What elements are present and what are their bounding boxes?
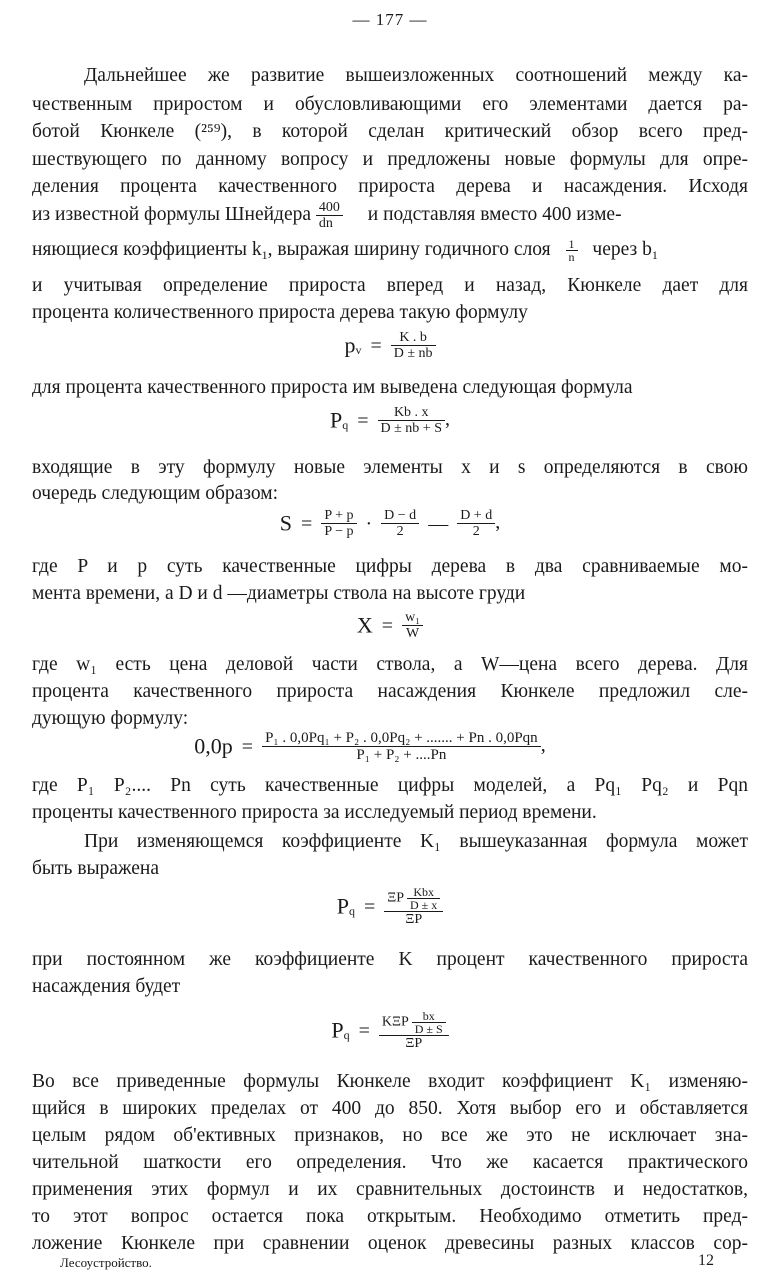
equals-sign: = bbox=[357, 409, 369, 432]
subscript: 1 bbox=[651, 248, 658, 262]
text-line: ботой Кюнкеле (²⁵⁹), в которой сделан критический обзор всего пред- bbox=[32, 121, 748, 142]
text-line: При изменяющемся коэффициенте K₁ вышеуказанная формула может bbox=[84, 831, 748, 852]
fraction-denominator: D ± nb bbox=[391, 345, 436, 361]
formula-tail: , bbox=[445, 408, 450, 431]
nested-fraction bbox=[407, 886, 440, 911]
subscript: v bbox=[355, 343, 362, 358]
fraction-numerator: 1 bbox=[568, 237, 575, 252]
page-number-header: — 177 — bbox=[352, 10, 428, 29]
formula-pq-constant bbox=[0, 1010, 780, 1051]
fraction-denominator: 2 bbox=[457, 523, 495, 539]
fraction-denominator: W bbox=[402, 625, 423, 641]
formula-lhs: S bbox=[279, 510, 293, 536]
fraction-numerator: P + p bbox=[324, 508, 354, 523]
formula-s bbox=[0, 508, 780, 539]
formula-stand-percent bbox=[0, 730, 760, 763]
formula-lhs: 0,0p bbox=[194, 733, 233, 759]
text-line: процента количественного прироста дерева такую формулу bbox=[32, 302, 528, 323]
inline-fraction bbox=[566, 238, 578, 263]
formula-fraction bbox=[262, 730, 541, 763]
fraction-numerator: Kb . x bbox=[393, 405, 429, 420]
fraction-numerator: D − d bbox=[384, 508, 417, 523]
text-line: деления процента качественного прироста дерева и насаждения. Исходя bbox=[32, 176, 748, 197]
numerator-factor: KΞP bbox=[381, 1014, 409, 1030]
fraction-denominator: D ± x bbox=[407, 898, 440, 911]
text-line: то этот вопрос остается пока открытым. Необходимо отметить пред- bbox=[32, 1206, 748, 1227]
fraction-numerator: P₁ . 0,0Pq₁ + P₂ . 0,0Pq₂ + ....... + Pn . 0,0Pqn bbox=[265, 730, 538, 746]
fraction-denominator: n bbox=[566, 250, 578, 263]
minus-sign: — bbox=[428, 512, 449, 535]
fraction-denominator: dn bbox=[316, 215, 343, 231]
text-line: мента времени, а D и d —диаметры ствола на высоте груди bbox=[32, 583, 526, 604]
fraction-numerator: 400 bbox=[318, 200, 340, 215]
fraction-denominator: P₁ + P₂ + ....Pn bbox=[262, 746, 541, 763]
text-line-with-fraction bbox=[32, 236, 748, 269]
formula-fraction bbox=[379, 1010, 449, 1051]
text-fragment: няющиеся коэффициенты k bbox=[32, 239, 262, 260]
formula-pv bbox=[0, 330, 780, 362]
formula-lhs: X bbox=[356, 612, 373, 638]
formula-fraction bbox=[321, 508, 356, 539]
text-line: ложение Кюнкеле при сравнении оценок древесины разных классов сор- bbox=[32, 1233, 748, 1254]
text-line-with-fraction bbox=[32, 200, 748, 231]
text-line: чительной шаткости его определения. Что же касается практического bbox=[32, 1152, 748, 1173]
formula-lhs: p bbox=[344, 332, 356, 358]
fraction-numerator: K . b bbox=[399, 330, 427, 345]
formula-lhs: P bbox=[329, 407, 343, 433]
text-line: входящие в эту формулу новые элементы x и s определяются в свою bbox=[32, 457, 748, 478]
fraction-denominator: D ± S bbox=[412, 1022, 446, 1035]
formula-fraction bbox=[378, 405, 445, 436]
text-line: процента качественного прироста насаждения Кюнкеле предложил сле- bbox=[32, 681, 748, 702]
fraction-numerator: bx bbox=[422, 1009, 435, 1023]
formula-tail: , bbox=[495, 511, 501, 534]
formula-fraction bbox=[402, 610, 423, 641]
text-line: быть выражена bbox=[32, 858, 159, 879]
numerator-factor: ΞP bbox=[387, 890, 404, 906]
text-line: Дальнейшее же развитие вышеизложенных соотношений между ка- bbox=[84, 65, 748, 86]
formula-x bbox=[0, 610, 780, 641]
formula-lhs: P bbox=[331, 1017, 344, 1043]
equals-sign: = bbox=[358, 1019, 370, 1042]
text-line: шествующего по данному вопросу и предложены новые формулы для опре- bbox=[32, 149, 748, 170]
footer-title: Лесоустройство. bbox=[60, 1255, 152, 1270]
text-fragment: через b bbox=[592, 239, 652, 260]
equals-sign: = bbox=[301, 512, 313, 535]
formula-fraction bbox=[384, 886, 443, 927]
text-line: чественным приростом и обусловливающими его элементами дается ра- bbox=[32, 94, 748, 115]
fraction-denominator: 2 bbox=[381, 523, 419, 539]
text-line: применения этих формул и их сравнительных достоинств и недостатков, bbox=[32, 1179, 748, 1200]
fraction-numerator bbox=[384, 886, 443, 911]
text-line: целым рядом об'ективных признаков, но все же это не исключает зна- bbox=[32, 1125, 748, 1146]
formula-fraction bbox=[381, 508, 419, 539]
multiply-sign: · bbox=[365, 512, 373, 535]
text-line: где w₁ есть цена деловой части ствола, а W—цена всего дерева. Для bbox=[32, 654, 748, 675]
subscript: q bbox=[342, 418, 349, 433]
formula-fraction bbox=[457, 508, 495, 539]
formula-lhs: P bbox=[336, 893, 349, 919]
text-line: и учитывая определение прироста вперед и назад, Кюнкеле дает для bbox=[32, 275, 748, 296]
equals-sign: = bbox=[363, 895, 376, 918]
fraction-numerator bbox=[379, 1010, 449, 1035]
fraction-numerator: D + d bbox=[460, 508, 493, 523]
fraction-denominator: P − p bbox=[321, 523, 356, 539]
text-line: проценты качественного прироста за исследуемый период времени. bbox=[32, 802, 597, 823]
fraction-denominator: ΞP bbox=[384, 911, 443, 927]
subscript: q bbox=[348, 904, 355, 919]
text-line: дующую формулу: bbox=[32, 708, 189, 729]
nested-fraction bbox=[412, 1010, 446, 1035]
equals-sign: = bbox=[241, 735, 254, 758]
fraction-denominator: D ± nb + S bbox=[378, 420, 445, 436]
text-line: щийся в широких пределах от 400 до 850. Хотя выбор его и обставляется bbox=[32, 1098, 748, 1119]
text-fragment: , выражая ширину годичного слоя bbox=[267, 239, 551, 260]
text-line: для процента качественного прироста им выведена следующая формула bbox=[32, 377, 633, 398]
inline-fraction bbox=[316, 200, 343, 231]
formula-tail: , bbox=[540, 734, 546, 757]
subscript: q bbox=[343, 1028, 350, 1043]
signature-mark: 12 bbox=[698, 1252, 714, 1269]
text-line: где P и p суть качественные цифры дерева в два сравниваемые мо- bbox=[32, 556, 748, 577]
text-line: при постоянном же коэффициенте K процент качественного прироста bbox=[32, 949, 748, 970]
text-fragment: из известной формулы Шнейдера bbox=[32, 203, 312, 225]
equals-sign: = bbox=[381, 614, 394, 637]
text-line: очередь следующим образом: bbox=[32, 483, 279, 504]
fraction-numerator: w₁ bbox=[405, 610, 421, 625]
text-line: Во все приведенные формулы Кюнкеле входит коэффициент K₁ изменяю- bbox=[32, 1071, 748, 1092]
text-fragment: и подставляя вместо 400 изме- bbox=[367, 203, 622, 225]
equals-sign: = bbox=[370, 334, 382, 357]
fraction-denominator: ΞP bbox=[379, 1035, 449, 1051]
formula-pq bbox=[0, 405, 780, 437]
subscript: 1 bbox=[261, 248, 268, 262]
text-line: насаждения будет bbox=[32, 976, 181, 997]
fraction-numerator: Kbx bbox=[413, 885, 434, 899]
formula-pq-variable bbox=[0, 886, 780, 927]
formula-fraction bbox=[391, 330, 436, 361]
text-line: где P₁ P₂.... Pn суть качественные цифры моделей, а Pq₁ Pq₂ и Pqn bbox=[32, 775, 748, 796]
